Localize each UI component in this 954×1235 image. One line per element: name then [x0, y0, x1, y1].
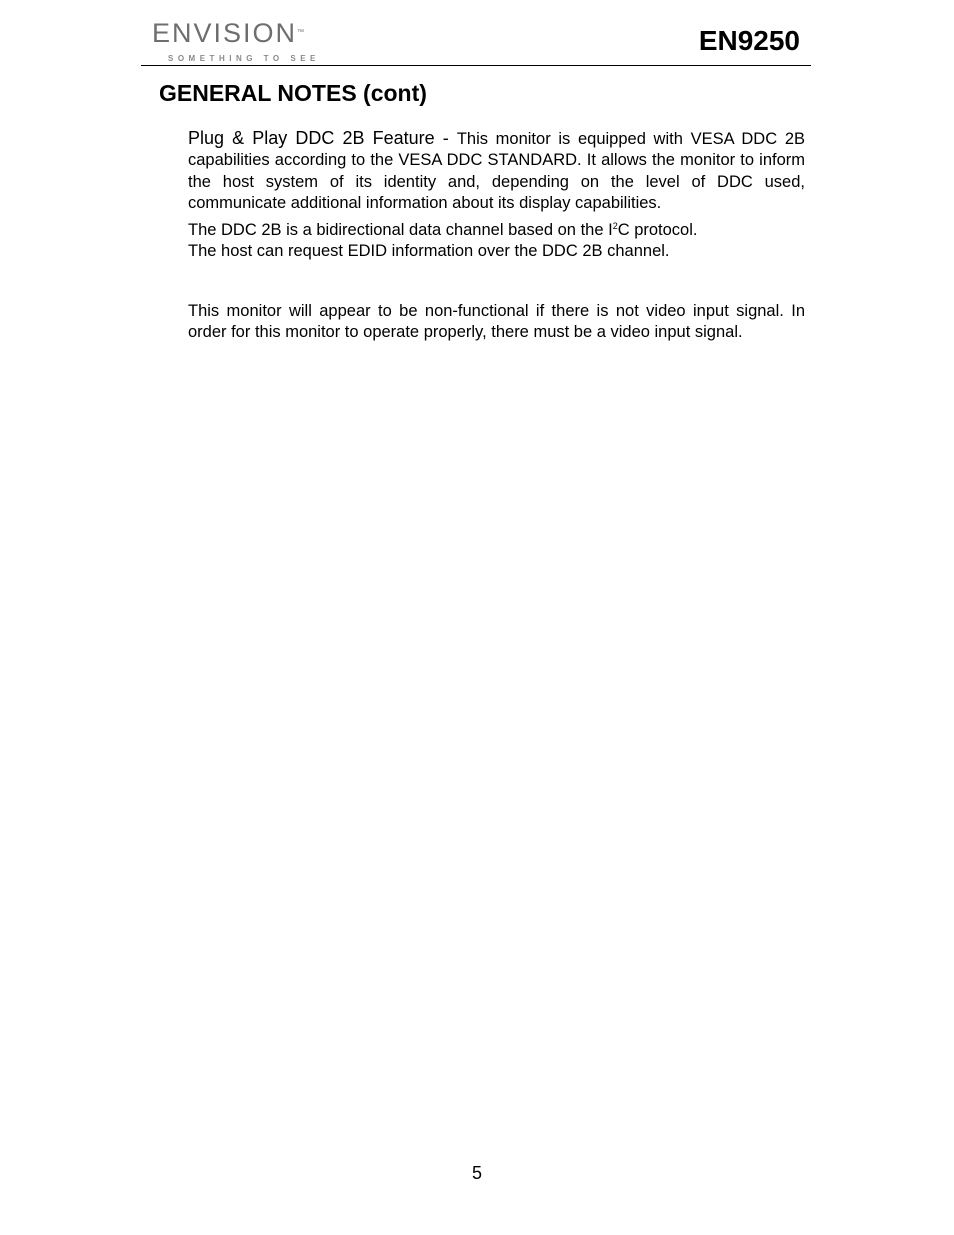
logo-wordmark [152, 18, 304, 48]
model-number: EN9250 [698, 25, 800, 56]
paragraph-text: The DDC 2B is a bidirectional data channel based on the I [188, 221, 613, 240]
paragraph-lead: Plug & Play DDC 2B Feature - [188, 128, 457, 148]
paragraph-text: The host can request EDID information over the DDC 2B channel. [188, 242, 670, 261]
paragraph-ddc-feature [188, 128, 805, 214]
paragraph-text: C protocol. [617, 221, 698, 240]
superscript: 2 [612, 221, 618, 232]
brand-logo [152, 18, 352, 68]
logo-tagline: SOMETHING TO SEE [168, 54, 320, 63]
paragraph-ddc-channel [188, 220, 805, 263]
paragraph-video-signal: This monitor will appear to be non-functional if there is not video input signal. In order for this monitor to operate properly, there must be a video input signal. [188, 301, 805, 342]
paragraph-text: This monitor is equipped with VESA DDC 2B capabilities according to the VESA DDC STANDARD. It allows the monitor to inform the host system of its identity and, depending on the level of DDC used, communicate additional information about its display capabilities. [188, 130, 805, 212]
document-body [188, 128, 805, 343]
logo-word-text: ENVISION [152, 18, 298, 48]
logo-trademark: ™ [297, 29, 305, 36]
header-divider [141, 65, 811, 66]
section-title: GENERAL NOTES (cont) [159, 80, 427, 106]
page-number: 5 [471, 1163, 482, 1183]
